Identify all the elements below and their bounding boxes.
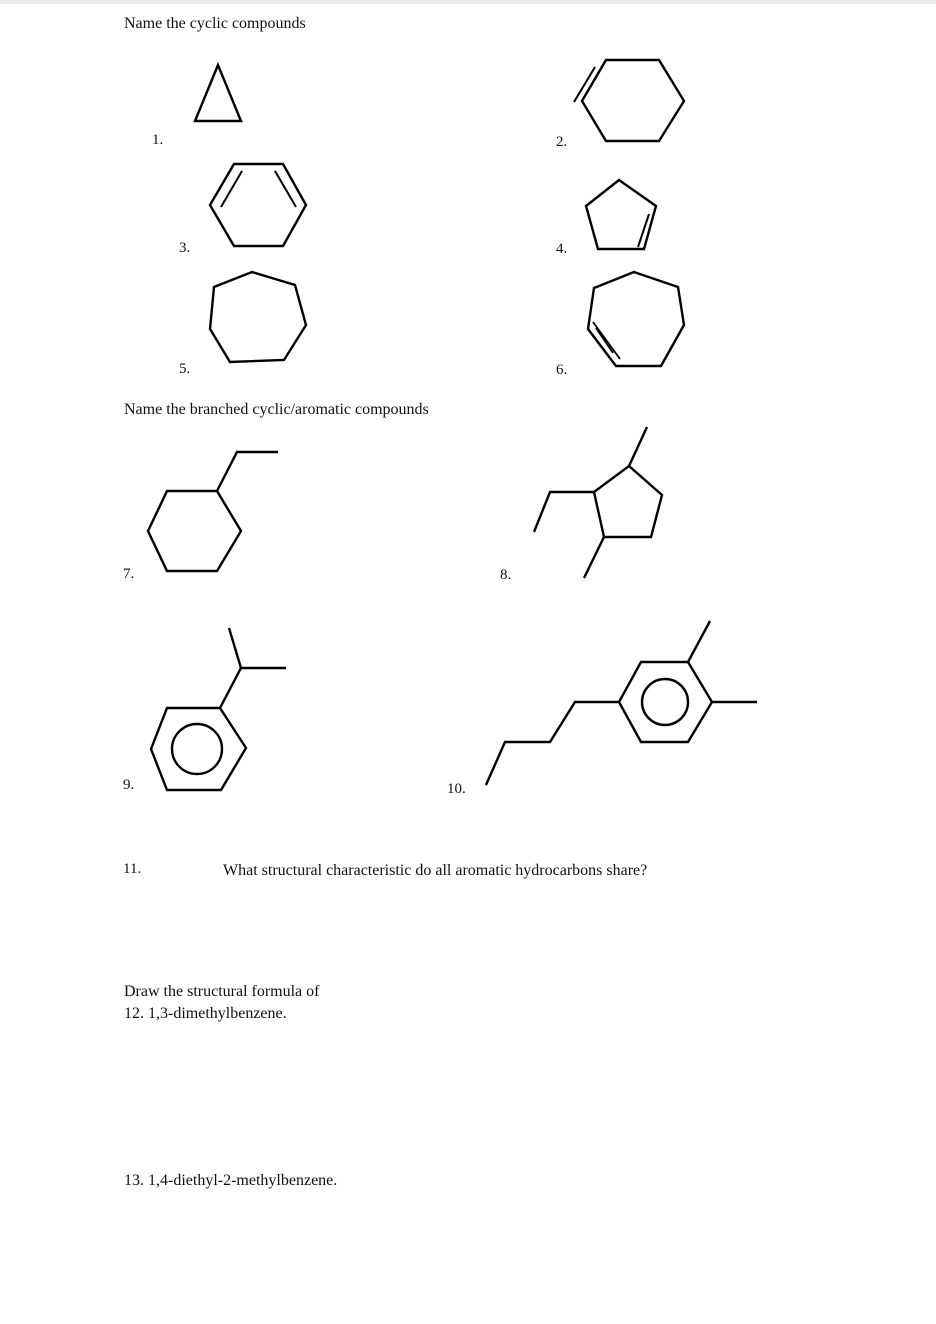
label-q4: 4. — [556, 241, 568, 257]
structure-q8-substituted-cyclopentane — [534, 427, 662, 578]
structure-q5-cycloheptane — [210, 272, 306, 362]
label-q6: 6. — [556, 362, 568, 378]
structure-q9-isopropylbenzene — [151, 628, 286, 790]
label-q8: 8. — [500, 567, 512, 583]
structure-q2-cyclohexene — [574, 60, 684, 141]
label-q2: 2. — [556, 134, 568, 150]
section3-heading: Draw the structural formula of — [124, 983, 320, 1000]
question11-text: What structural characteristic do all aromatic hydrocarbons share? — [223, 862, 648, 879]
question12-text: 12. 1,3-dimethylbenzene. — [124, 1005, 287, 1022]
structure-q4-cyclopentene — [586, 180, 656, 249]
question13-text: 13. 1,4-diethyl-2-methylbenzene. — [124, 1172, 338, 1189]
structure-q7-propylcyclohexane — [148, 452, 278, 571]
section1-heading: Name the cyclic compounds — [124, 15, 306, 32]
structure-q3-cyclohexadiene — [210, 164, 306, 246]
label-q9: 9. — [123, 777, 135, 793]
label-q5: 5. — [179, 361, 191, 377]
label-q7: 7. — [123, 566, 135, 582]
structure-q1-cyclopropane — [195, 65, 241, 121]
section2-heading: Name the branched cyclic/aromatic compounds — [124, 401, 429, 418]
structure-q6-cycloheptyne — [588, 272, 684, 366]
label-q1: 1. — [152, 132, 164, 148]
label-q11: 11. — [123, 861, 142, 877]
structure-q10-substituted-benzene — [486, 621, 757, 785]
label-q3: 3. — [179, 240, 191, 256]
label-q10: 10. — [447, 781, 466, 797]
